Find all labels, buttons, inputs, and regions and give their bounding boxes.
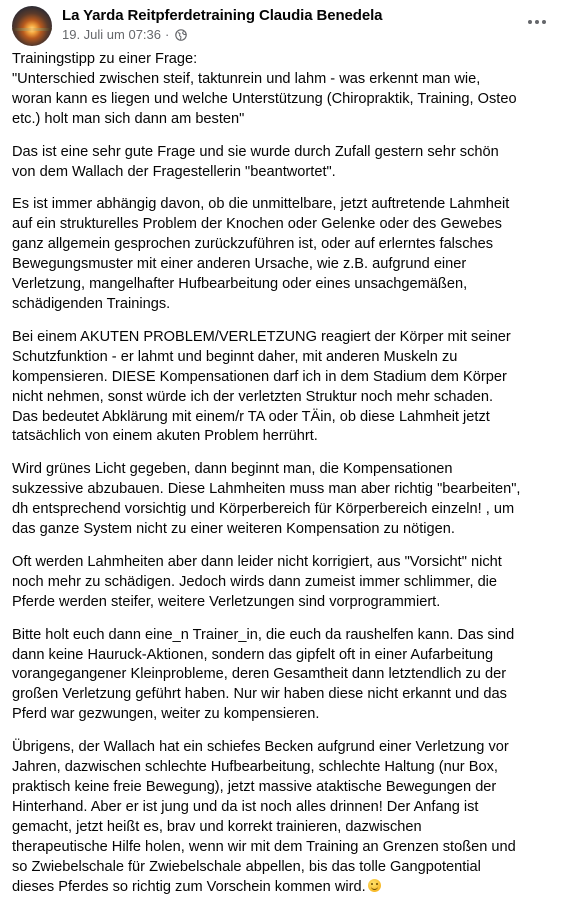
post-paragraph (12, 738, 555, 897)
post-text-line: Hinterhand. Aber er ist jung und da ist noch alles drinnen! Der Anfang ist (12, 798, 479, 815)
post-paragraph (12, 626, 555, 726)
post-text-line: Übrigens, der Wallach hat ein schiefes Becken aufgrund einer Verletzung vor (12, 739, 509, 756)
post-text-line: nicht nehmen, sonst würde ich der verletzten Struktur noch mehr schaden. (12, 388, 494, 405)
post-paragraph (12, 143, 555, 183)
post-text-line: das ganze System nicht zu einer weiteren Kompensation zu nötigen. (12, 521, 455, 538)
post-text-line: Trainingstipp zu einer Frage: (12, 51, 198, 67)
post-text-line: von dem Wallach der Fragestellerin "beantwortet". (12, 163, 336, 180)
post-paragraph (12, 50, 555, 130)
post-text-line: Es ist immer abhängig davon, ob die unmittelbare, jetzt auftretende Lahmheit (12, 196, 510, 213)
post-text-line: so Zwiebelschale für Zwiebelschale abpellen, bis das tolle Gangpotential (12, 858, 481, 875)
meta-separator: · (165, 27, 170, 42)
post-text-line: ganz allgemein gesprochen zurückzuführen ist, oder auf erlerntes falsches (12, 236, 494, 253)
post-text-line: kompensieren. DIESE Kompensationen darf ich in dem Stadium dem Körper (12, 368, 507, 385)
post-text-line: woran kann es liegen und welche Unterstützung (Chiropraktik, Training, Osteo (12, 90, 517, 107)
post-text-line: großen Verletzung geführt haben. Nur wir haben diese nicht erkannt und das (12, 686, 507, 703)
post-text-line: vorangegangener Kleinprobleme, deren Gesamtheit dann letztendlich zu der (12, 666, 507, 683)
post-meta (62, 27, 187, 42)
globe-icon[interactable] (175, 29, 187, 41)
post-text-line: noch mehr zu schädigen. Jedoch wirds dann zumeist immer schlimmer, die (12, 573, 498, 590)
post-text-line: dann keine Hauruck-Aktionen, sondern das gipfelt oft in einer Aufarbeitung (12, 646, 494, 663)
post-paragraph (12, 553, 555, 613)
post-header (12, 6, 551, 46)
post-text-line: "Unterschied zwischen steif, taktunrein und lahm - was erkennt man wie, (12, 70, 481, 87)
post-text-line: Bewegungsmuster mit einer anderen Ursache, wie z.B. aufgrund einer (12, 256, 467, 273)
post-text-line: Verletzung, mangelhafter Hufbearbeitung oder eines unsachgemäßen, (12, 276, 468, 293)
post-text-line: schädigenden Trainings. (12, 295, 171, 312)
post-timestamp[interactable]: 19. Juli um 07:36 (62, 27, 162, 42)
post-text-line: dieses Pferdes so richtig zum Vorschein kommen wird. (12, 878, 366, 895)
smiling-face-emoji-icon (368, 879, 381, 892)
post-paragraph (12, 460, 555, 540)
post-paragraph (12, 328, 555, 447)
post-text-line: Jahren, dazwischen schlechte Hufbearbeitung, schlechte Haltung (nur Box, (12, 759, 498, 776)
post-text-line: Pferde werden steifer, weitere Verletzungen sind vorprogrammiert. (12, 593, 441, 610)
post-text-line: Bei einem AKUTEN PROBLEM/VERLETZUNG reagiert der Körper mit seiner (12, 328, 511, 345)
post-text-line: Das ist eine sehr gute Frage und sie wurde durch Zufall gestern sehr schön (12, 143, 499, 160)
page-name-link[interactable]: La Yarda Reitpferdetraining Claudia Benedela (62, 7, 383, 24)
post-text-line: Bitte holt euch dann eine_n Trainer_in, die euch da raushelfen kann. Das sind (12, 626, 515, 643)
post-text-line: Pferd war gezwungen, weiter zu kompensieren. (12, 706, 320, 723)
post-body (12, 50, 555, 910)
post-text-line: Wird grünes Licht gegeben, dann beginnt man, die Kompensationen (12, 461, 453, 478)
post-text-line: dh entsprechend vorsichtig und Körperbereich für Körperbereich einzeln! , um (12, 501, 515, 518)
more-options-icon[interactable] (523, 12, 551, 32)
post-text-line: therapeutische Hilfe holen, wenn wir mit dem Training an Grenzen stoßen und (12, 838, 516, 855)
page-avatar[interactable] (12, 6, 52, 46)
post-text-line: etc.) holt man sich dann am besten" (12, 110, 245, 127)
post-text-line: sukzessive abzubauen. Diese Lahmheiten muss man aber richtig "bearbeiten", (12, 481, 521, 498)
post-text-line: tatsächlich von einem akuten Problem herrührt. (12, 428, 318, 445)
post-text-line: Oft werden Lahmheiten aber dann leider nicht korrigiert, aus "Vorsicht" nicht (12, 553, 502, 570)
post-text-line: Das bedeutet Abklärung mit einem/r TA oder TÄin, ob diese Lahmheit jetzt (12, 408, 490, 425)
post-paragraph (12, 195, 555, 314)
post-text-line: Schutzfunktion - er lahmt und beginnt daher, mit anderen Muskeln zu (12, 348, 458, 365)
post-text-line: praktisch keine freie Bewegung), jetzt massive ataktische Bewegungen der (12, 779, 497, 795)
post-text-line: auf ein strukturelles Problem der Knochen oder Gelenke oder des Gewebes (12, 216, 502, 233)
post-text-line: gemacht, jetzt heißt es, brav und korrekt trainieren, dazwischen (12, 818, 422, 835)
